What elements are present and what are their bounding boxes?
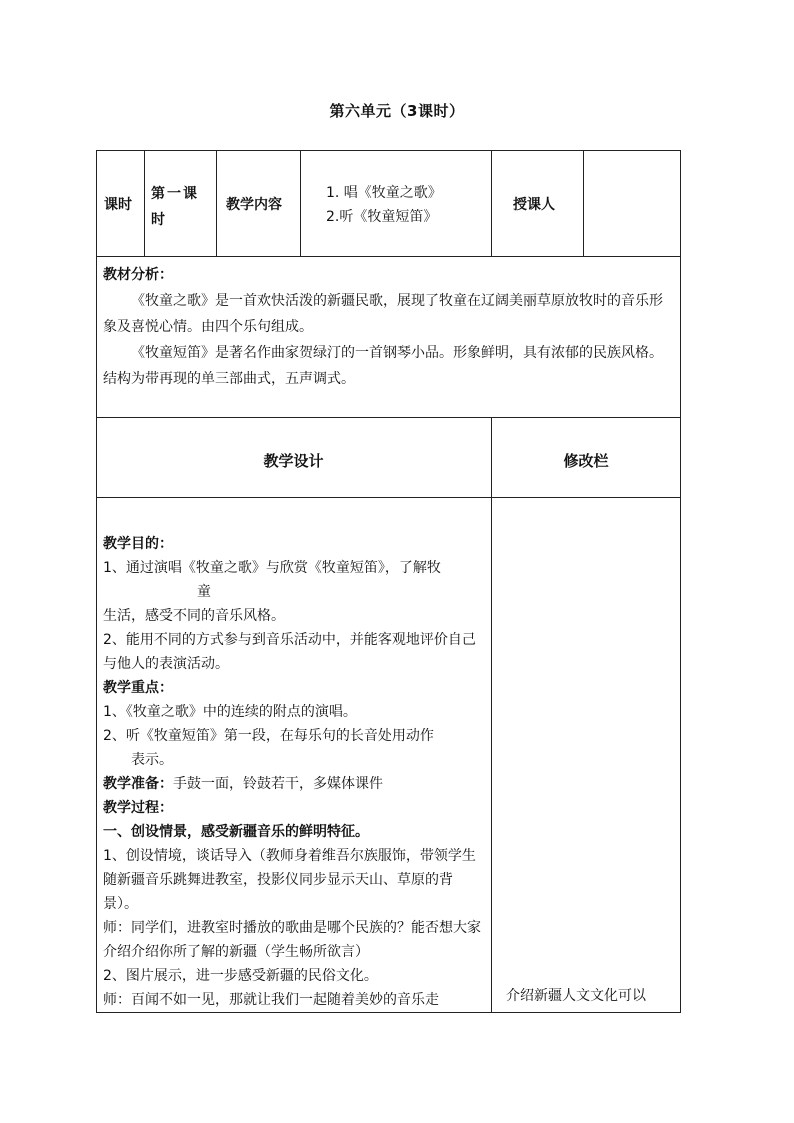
step-1-title: 一、创设情景，感受新疆音乐的鲜明特征。: [103, 824, 369, 840]
teaching-design-content: [103, 532, 487, 1012]
goal-1-line-b: 童: [197, 584, 211, 600]
goals-heading: 教学目的：: [103, 536, 173, 552]
revision-note: 介绍新疆人文文化可以: [506, 988, 646, 1004]
content-label: 教学内容: [226, 197, 282, 213]
goal-1-line-a: 1、通过演唱《牧童之歌》与欣赏《牧童短笛》，了解牧: [103, 560, 441, 576]
col-divider-5: [583, 150, 584, 256]
row-divider-analysis: [96, 417, 681, 418]
process-heading: 教学过程：: [103, 800, 173, 816]
prep-text: 手鼓一面，铃鼓若干，多媒体课件: [173, 776, 383, 792]
content-item-2: 2.听《牧童短笛》: [326, 209, 438, 225]
step-2-teacher: 师：百闻不如一见，那就让我们一起随着美妙的音乐走: [103, 992, 439, 1008]
col-divider-1: [144, 150, 145, 256]
col-divider-design: [491, 417, 492, 1013]
goal-2: 2、能用不同的方式参与到音乐活动中，并能客观地评价自己与他人的表演活动。: [103, 632, 476, 672]
step-2: 2、图片展示，进一步感受新疆的民俗文化。: [103, 968, 378, 984]
analysis-paragraph-2: 《牧童短笛》是著名作曲家贺绿汀的一首钢琴小品。形象鲜明，具有浓郁的民族风格。结构为带再现的单三部曲式，五声调式。: [103, 345, 663, 387]
col-divider-2: [216, 150, 217, 256]
col-divider-3: [300, 150, 301, 256]
analysis-section: [103, 262, 675, 392]
key-point-1: 1、《牧童之歌》中的连续的附点的演唱。: [103, 704, 357, 720]
key-heading: 教学重点：: [103, 680, 173, 696]
prep-line: [103, 772, 487, 796]
document-title: 第六单元（3课时）: [329, 102, 465, 120]
content-item-1: 1. 唱《牧童之歌》: [326, 185, 442, 201]
lesson-label: 课时: [104, 197, 132, 213]
key-point-2-line-b: 表示。: [131, 752, 173, 768]
row-divider-design-header: [96, 497, 681, 498]
step-1-2: 师：同学们，进教室时播放的歌曲是哪个民族的？能否想大家介绍介绍你所了解的新疆（学生畅所欲言）: [103, 920, 481, 960]
teacher-label: 授课人: [513, 197, 555, 213]
revision-header: 修改栏: [563, 452, 609, 470]
lesson-value: 第一课时: [151, 186, 199, 228]
prep-heading: 教学准备：: [103, 776, 173, 792]
design-header: 教学设计: [263, 452, 324, 470]
row-divider-header: [96, 256, 681, 257]
col-divider-4: [491, 150, 492, 256]
key-point-2-line-a: 2、听《牧童短笛》第一段，在每乐句的长音处用动作: [103, 728, 434, 744]
analysis-paragraph-1: 《牧童之歌》是一首欢快活泼的新疆民歌，展现了牧童在辽阔美丽草原放牧时的音乐形象及喜悦心情。由四个乐句组成。: [103, 293, 663, 335]
analysis-heading: 教材分析：: [103, 267, 173, 283]
step-1-1: 1、创设情境，谈话导入（教师身着维吾尔族服饰，带领学生随新疆音乐跳舞进教室，投影仪同步显示天山、草原的背景）。: [103, 848, 476, 912]
goal-1-line-c: 生活，感受不同的音乐风格。: [103, 608, 285, 624]
